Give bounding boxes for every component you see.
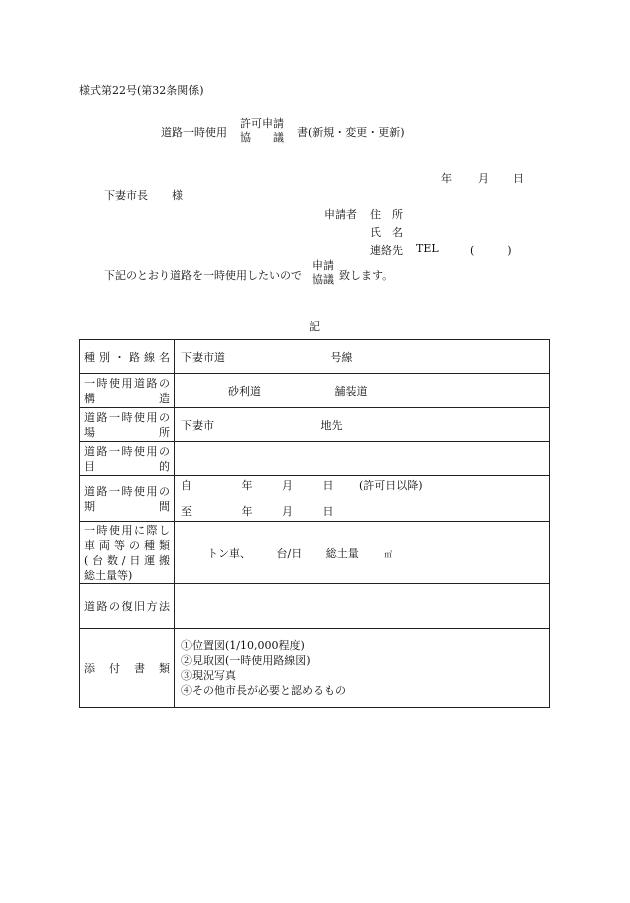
location-vicinity: 地先	[320, 418, 343, 432]
date-day: 日	[513, 172, 524, 185]
period-to-year: 年	[241, 505, 253, 518]
applicant-name-label: 氏 名	[370, 226, 403, 239]
label-road-type: 種別・路線名	[80, 340, 175, 374]
row-structure	[80, 374, 550, 408]
row-vehicles	[80, 522, 550, 584]
statement-options	[312, 259, 334, 287]
paved-road-option: 舗装道	[334, 384, 368, 398]
value-attachments	[175, 629, 550, 708]
title-option-consult: 協 議	[240, 131, 284, 144]
period-from-label: 自	[181, 479, 192, 492]
period-from-day: 日	[322, 479, 334, 492]
application-table	[79, 339, 550, 708]
label-attachments: 添 付 書 類	[80, 629, 175, 708]
statement-before: 下記のとおり道路を一時使用したいので	[104, 269, 302, 282]
label-period	[80, 476, 175, 522]
label-period-char2: 間	[159, 499, 170, 513]
label-restoration: 道路の復旧方法	[80, 584, 175, 629]
road-number-label: 号線	[330, 350, 353, 364]
label-structure-line1: 一時使用道路の	[84, 376, 170, 390]
attachment-item: ①位置図(1/10,000程度)	[181, 639, 305, 652]
value-vehicles	[175, 522, 550, 584]
period-note: (許可日以降)	[359, 479, 423, 492]
soil-total-label: 総土量	[325, 546, 359, 560]
value-structure	[175, 374, 550, 408]
vehicle-units-label: 台/日	[276, 546, 303, 560]
value-period	[175, 476, 550, 522]
addressee-name: 下妻市長	[104, 189, 148, 202]
addressee-honorific: 様	[172, 189, 183, 202]
label-structure-char2: 造	[159, 391, 170, 405]
label-structure-char1: 構	[84, 391, 95, 405]
statement-after: 致します。	[339, 269, 394, 282]
label-vehicles	[80, 522, 175, 584]
attachment-item: ②見取図(一時使用路線図)	[181, 654, 311, 667]
cubic-meter-unit: ㎥	[384, 549, 393, 559]
applicant-address-label: 住 所	[370, 208, 403, 221]
value-restoration	[175, 584, 550, 629]
applicant-tel-paren: ( )	[470, 244, 512, 257]
period-to-day: 日	[322, 505, 334, 518]
attachment-item: ④その他市長が必要と認めるもの	[181, 684, 346, 697]
form-number: 様式第22号(第32条関係)	[79, 84, 204, 97]
row-period	[80, 476, 550, 522]
applicant-tel-label: TEL	[416, 242, 439, 255]
label-vehicles-line2: 車両等の種類	[84, 538, 170, 552]
label-period-char1: 期	[84, 499, 95, 513]
row-road-type	[80, 340, 550, 374]
gravel-road-option: 砂利道	[228, 384, 261, 398]
applicant-label: 申請者	[324, 208, 357, 221]
period-from-month: 月	[282, 479, 293, 492]
label-purpose	[80, 442, 175, 476]
date-year: 年	[441, 172, 452, 185]
applicant-contact-label: 連絡先	[370, 244, 403, 257]
statement-option-apply: 申請	[312, 259, 334, 272]
date-month: 月	[478, 172, 489, 185]
location-city: 下妻市	[181, 418, 214, 432]
label-location	[80, 408, 175, 442]
statement-option-consult: 協議	[312, 273, 334, 286]
vehicle-ton-label: トン車、	[207, 546, 251, 560]
period-to-label: 至	[181, 505, 192, 518]
value-road-type	[175, 340, 550, 374]
row-restoration	[80, 584, 550, 629]
label-vehicles-line1: 一時使用に際し	[84, 523, 170, 537]
title-suffix: 書(新規・変更・更新)	[297, 126, 405, 139]
row-attachments	[80, 629, 550, 708]
attachment-item: ③現況写真	[181, 669, 236, 682]
label-location-char1: 場	[84, 425, 95, 439]
label-location-char2: 所	[159, 425, 170, 439]
period-to-line	[181, 502, 334, 522]
period-from-line	[181, 476, 423, 496]
row-location	[80, 408, 550, 442]
title-options	[240, 117, 284, 145]
label-structure	[80, 374, 175, 408]
ki-mark: 記	[309, 320, 320, 333]
label-purpose-char2: 的	[159, 459, 170, 473]
label-period-line1: 道路一時使用の	[84, 484, 170, 498]
label-purpose-line1: 道路一時使用の	[84, 444, 170, 458]
value-purpose	[175, 442, 550, 476]
label-purpose-char1: 目	[84, 459, 95, 473]
title-prefix: 道路一時使用	[161, 126, 227, 139]
label-location-line1: 道路一時使用の	[84, 410, 170, 424]
label-vehicles-line3: (台数/日運搬	[84, 553, 170, 567]
label-vehicles-line4: 総土量等)	[84, 568, 133, 582]
title-option-permit: 許可申請	[240, 117, 284, 130]
period-to-month: 月	[282, 505, 293, 518]
period-from-year: 年	[241, 479, 253, 492]
row-purpose	[80, 442, 550, 476]
road-city-label: 下妻市道	[181, 350, 225, 364]
value-location	[175, 408, 550, 442]
